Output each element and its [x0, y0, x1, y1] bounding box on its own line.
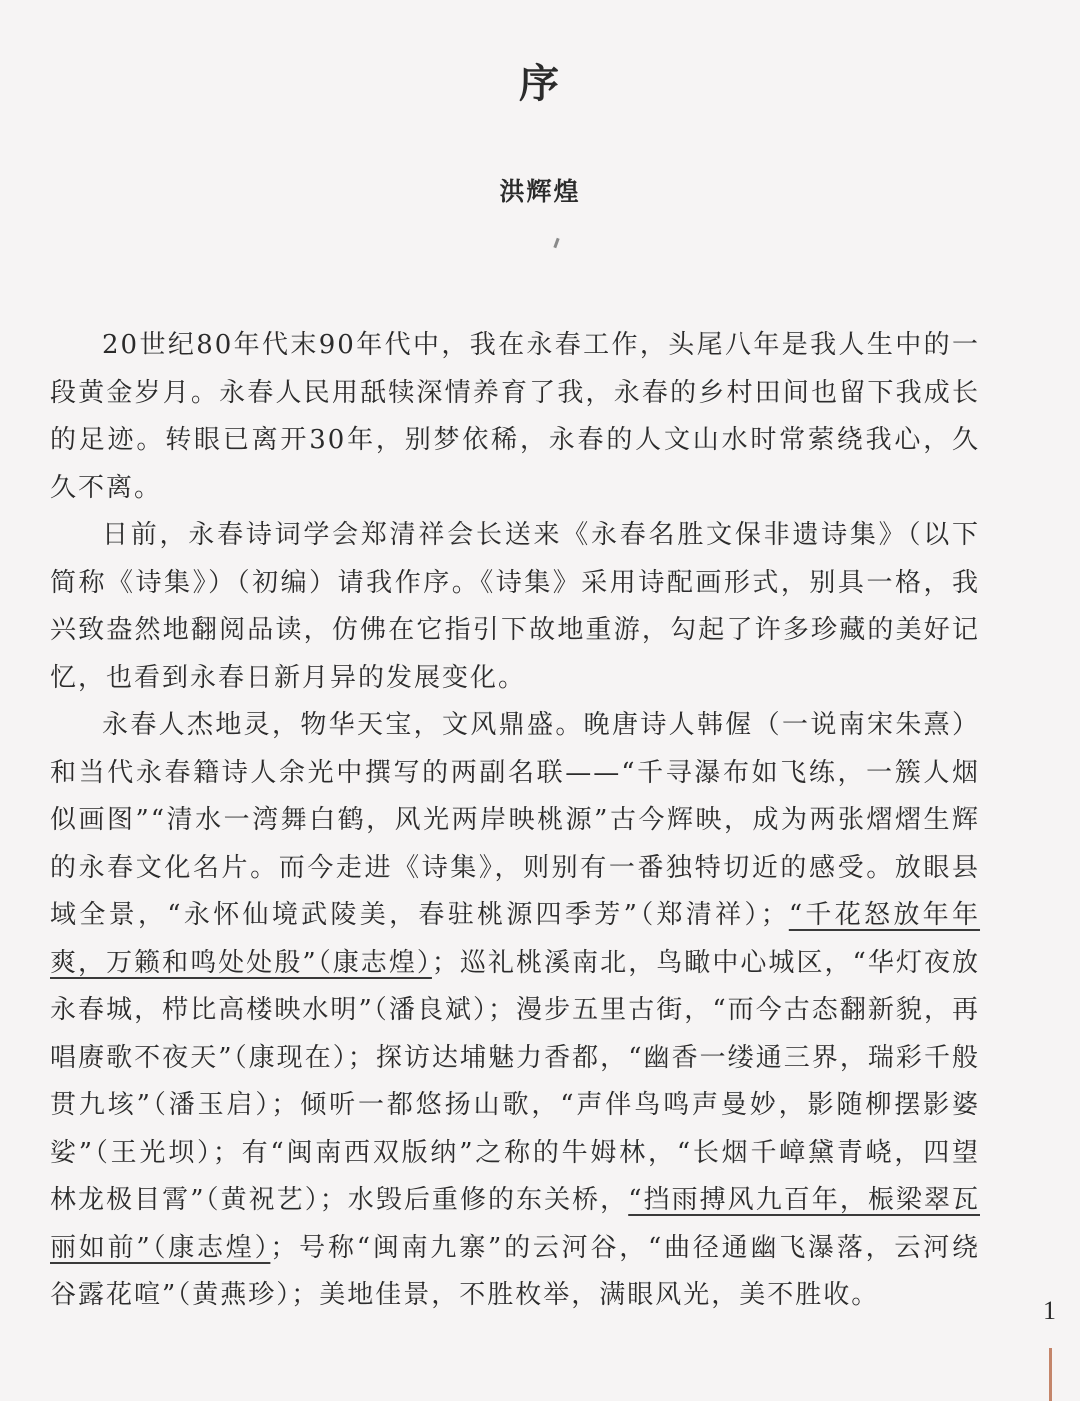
underlined-quote-1: “千花怒放年年爽，万籁和鸣处处殷”（康志煌） [50, 900, 981, 978]
paragraph-3-text-c: ；号称“闽南九寨”的云河谷，“曲径通幽飞瀑落，云河绕谷露花喧”（黄燕珍）；美地佳景，不胜枚举，满眼风光，美不胜收。 [50, 1232, 980, 1310]
underlined-quote-2: “挡雨搏风九百年，桭梁翠瓦丽如前”（康志煌） [50, 1185, 980, 1263]
page-number: 1 [1043, 1296, 1056, 1325]
page-edge-mark [1049, 1348, 1052, 1401]
paragraph-3-text-a: 永春人杰地灵，物华天宝，文风鼎盛。晚唐诗人韩偓（一说南宋朱熹）和当代永春籍诗人余光中撰写的两副名联——“千寻瀑布如飞练，一簇人烟似画图”“清水一湾舞白鹤，风光两岸映桃源”古今辉映，成为两张熠熠生辉的永春文化名片。而今走进《诗集》，则别有一番独特切近的感受。放眼县域全景，“永怀仙境武陵美，春驻桃源四季芳”（郑清祥）； [50, 710, 980, 930]
page-title: 序 [519, 60, 561, 107]
body-text [50, 322, 980, 1320]
paragraph-3-text-b: ；巡礼桃溪南北，鸟瞰中心城区，“华灯夜放永春城，栉比高楼映水明”（潘良斌）；漫步五里古街，“而今古态翻新貌，再唱赓歌不夜天”（康现在）；探访达埔魅力香都，“幽香一缕通三界，瑞彩千般贯九垓”（潘玉启）；倾听一都悠扬山歌，“声伴鸟鸣声曼妙，影随柳摆影婆娑”（王光坝）；有“闽南西双版纳”之称的牛姆林，“长烟千嶂黛青峣，四望林龙极目霄”（黄祝艺）；水毁后重修的东关桥， [50, 947, 981, 1215]
paragraph-2: 日前，永春诗词学会郑清祥会长送来《永春名胜文保非遗诗集》（以下简称《诗集》）（初编）请我作序。《诗集》采用诗配画形式，别具一格，我兴致盎然地翻阅品读，仿佛在它指引下故地重游，勾起了许多珍藏的美好记忆，也看到永春日新月异的发展变化。 [50, 520, 980, 693]
paragraph-1: 20世纪80年代末90年代中，我在永春工作，头尾八年是我人生中的一段黄金岁月。永春人民用舐犊深情养育了我，永春的乡村田间也留下我成长的足迹。转眼已离开30年，别梦依稀，永春的人文山水时常萦绕我心，久久不离。 [50, 330, 980, 503]
scan-mark [553, 238, 559, 248]
paragraph-3 [50, 702, 980, 1320]
author-name: 洪辉煌 [499, 177, 581, 206]
